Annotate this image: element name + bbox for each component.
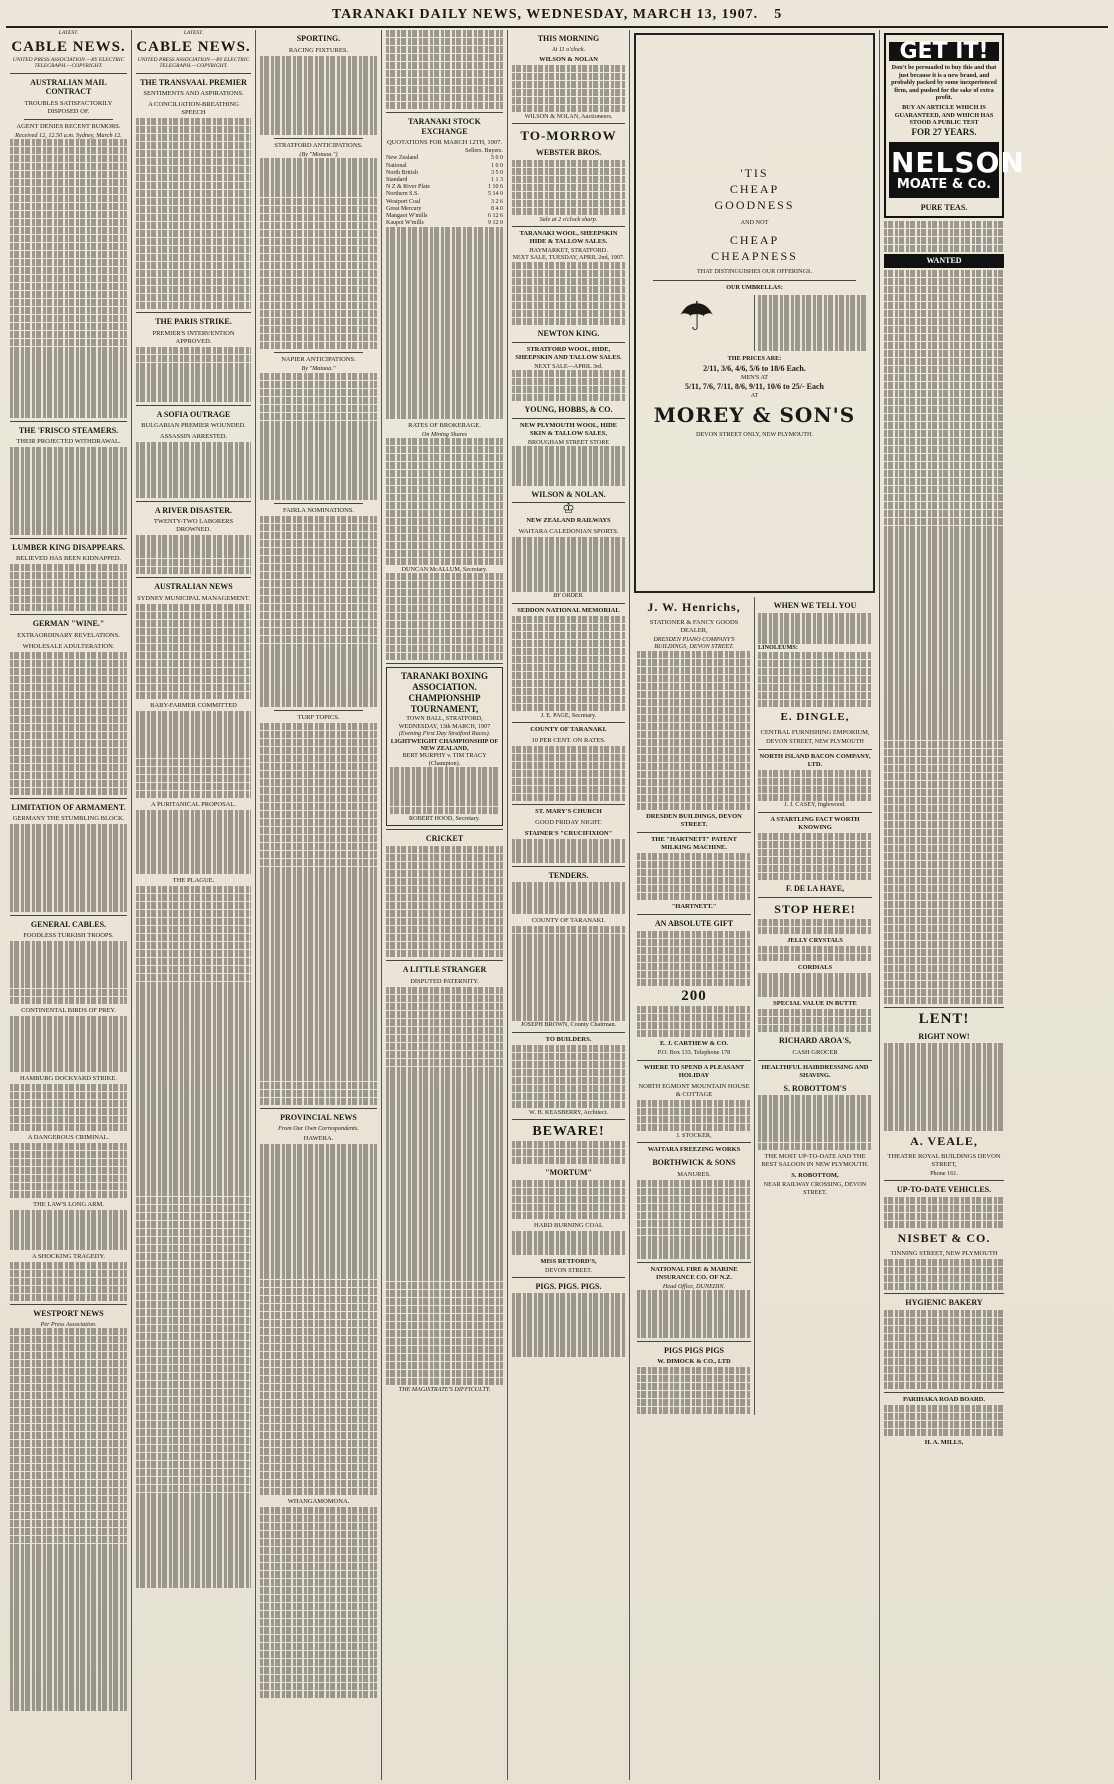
ad-title: STOP HERE! <box>774 901 856 916</box>
subheadline: EXTRAORDINARY REVELATIONS. <box>17 631 120 639</box>
column-7: GET IT! Don't be persuaded to buy this and that just because it is a new brand, and probably packed by some inexperienced firm, and pushed for the sake of extra profit. BUY AN ARTICLE WHICH IS GUARANTEED, AND WHICH HAS STOOD A PUBLIC TEST FOR 27 YEARS. NELSON MOATE & Co. PURE TEAS. WANTED LENT! RIGHT NOW! A. VEALE, THEATRE ROYAL BUILDINGS DEVON STREET, Phone 161. UP-TO-DATE VEHICLES. NISBET & CO. TINNING STREET, NEW PLYMOUTH HYGIENIC BAKERY PARIHAKA ROAD BOARD. H. A. MILLS, <box>880 30 1008 1780</box>
headline: GERMAN "WINE." <box>32 619 105 629</box>
headline: CRICKET <box>425 834 464 844</box>
ad-subtitle: CHAMPIONSHIP TOURNAMENT, <box>408 693 481 715</box>
headline: THE 'FRISCO STEAMERS. <box>18 425 119 435</box>
table-row: North British 3 5 0 <box>386 169 503 176</box>
table-col-buyers: Buyers. <box>484 148 503 155</box>
section-title: CABLE NEWS. <box>136 38 251 55</box>
ad-title: PARIHAKA ROAD BOARD. <box>902 1396 986 1404</box>
signature: DUNCAN McALLUM, Secretary. <box>401 565 488 573</box>
column-1 <box>6 30 132 1780</box>
ad-title: NEW ZEALAND RAILWAYS <box>526 516 611 524</box>
table-row: Kaupoi W'mills 9 12 0 <box>386 220 503 227</box>
crest-icon: ♔ <box>562 502 575 518</box>
table-row: Standard 1 1 3 <box>386 177 503 184</box>
ad-title: BEWARE! <box>532 1124 605 1140</box>
table-row: Westport Coal 3 2 6 <box>386 198 503 205</box>
subheadline: AGENT DENIES RECENT RUMORS. <box>16 122 121 130</box>
ad-title: TARANAKI BOXING ASSOCIATION. <box>400 671 489 693</box>
ad-title: AN ABSOLUTE GIFT <box>654 919 734 929</box>
headline: WESTPORT NEWS <box>33 1309 104 1319</box>
dateline: Per Press Association. <box>40 1320 97 1328</box>
subheadline: TROUBLES SATISFACTORILY DISPOSED OF. <box>24 99 113 115</box>
ad-title: NORTH ISLAND BACON COMPANY, LTD. <box>759 752 871 768</box>
masthead-title: TARANAKI DAILY NEWS, WEDNESDAY, MARCH 13, 1907. <box>331 7 759 22</box>
nelson-moate-advert: GET IT! Don't be persuaded to buy this and that just because it is a new brand, and probably packed by some inexperienced firm, and pushed for the sake of extra profit. BUY AN ARTICLE WHICH IS GUARANTEED, AND WHICH HAS STOOD A PUBLIC TEST FOR 27 YEARS. NELSON MOATE & Co. PURE TEAS. <box>884 33 1004 218</box>
ad-title: NEW PLYMOUTH WOOL, HIDE SKIN & TALLOW SALES, <box>519 421 618 437</box>
subheadline: THE MAGISTRATE'S DIFFICULTY. <box>398 1385 491 1393</box>
subheadline: BELIEVED HAS BEEN KIDNAPPED. <box>15 555 122 562</box>
column-6: 'TIS CHEAP GOODNESS AND NOT CHEAP CHEAPNESS THAT DISTINGUISHES OUR OFFERINGS. OUR UMBRELLAS: ☂ THE PRICES ARE: 2/11, 3/6, 4/6, 5/6 to 18/6 Each. MEN'S AT 5/11, 7/6, 7/11, 8/6, 9/11, 10/6 to 25/- Each AT MOREY & SON'S DEVON STREET ONLY, NEW PLYMOUTH. J. W. Henrichs, STATIONER & FANCY GOODS DEALER, DRESDEN PIANO COMPANY'S BUILDINGS, DEVON STREET. DRESDEN BUILDINGS, DEVON STREET. THE "HARTNETT" PATENT MILKING MACHINE. "HARTNETT." AN ABSOLUTE GIFT 200 E. J. CARTHEW & CO. P.O. Box 133. Telephone 178 WHERE TO SPEND A PLEASANT HOLIDAY NORTH EGMONT MOUNTAIN HOUSE & COTTAGE J. STOCKER, WAITARA FREEZING WORKS BORTHWICK & SONS MANURES. NATIONAL FIRE & MARINE INSURANCE CO. OF N.Z. Head Office, DUNEDIN. PIGS PIGS PIGS W. DIMOCK & CO., LTD WHEN WE TELL YOU LINOLEUMS: E. DINGLE, CENTRAL FURNISHING EMPORIUM, DEVON STREET, NEW PLYMOUTH NORTH ISLAND BACON COMPANY, LTD. J. J. CASEY, Inglewood. A STARTLING FACT WORTH KNOWING F. DE LA HAYE, STOP HERE! JELLY CRYSTALS CORDIALS SPECIAL VALUE IN BUTTE RICHARD AROA'S, CASH GROCER HEALTHFUL HAIRDRESSING AND SHAVING. S. ROBOTTOM'S THE MOST UP-TO-DATE AND THE BEST SALOON IN NEW PLYMOUTH. S. ROBOTTOM, NEAR RAILWAY CROSSING, DEVON STREET. <box>630 30 880 1780</box>
subheadline: BULGARIAN PREMIER WOUNDED. <box>141 422 246 430</box>
section-title: CABLE NEWS. <box>11 38 126 55</box>
headline: TARANAKI STOCK EXCHANGE <box>408 117 481 136</box>
kicker: LATEST. <box>183 30 204 36</box>
table-row: Northern S.S. 5 14 0 <box>386 191 503 198</box>
byline: From Our Own Correspondents. <box>278 1124 359 1132</box>
column-5: THIS MORNING At 11 o'clock. WILSON & NOLAN WILSON & NOLAN, Auctioneers. TO-MORROW WEBSTER BROS. Sale at 2 o'clock sharp. TARANAKI WOOL, SHEEPSKIN HIDE & TALLOW SALES. HAYMARKET, STRATFORD. NEXT SALE, TUESDAY, APRIL 2nd, 1907. NEWTON KING. STRATFORD WOOL, HIDE, SHEEPSKIN AND TALLOW SALES. NEXT SALE—APRIL 3rd. YOUNG, HOBBS, & CO. NEW PLYMOUTH WOOL, HIDE SKIN & TALLOW SALES, BROUGHAM STREET STORE WILSON & NOLAN. ♔ NEW ZEALAND RAILWAYS WAITARA CALEDONIAN SPORTS. BY ORDER. SEDDON NATIONAL MEMORIAL J. E. PAGE, Secretary. COUNTY OF TARANAKI. 10 PER CENT. ON RATES. ST. MARY'S CHURCH GOOD FRIDAY NIGHT. STAINER'S "CRUCIFIXION" TENDERS. COUNTY OF TARANAKI. JOSEPH BROWN, County Chairman. TO BUILDERS. W. H. KEASBERRY, Architect. BEWARE! "MORTUM" HARD BURNING COAL MISS RETFORD'S, DEVON STREET. PIGS. PIGS. PIGS. <box>508 30 630 1780</box>
subheadline: A CONCILIATION-BREATHING SPEECH <box>148 101 239 116</box>
boxing-advert: TARANAKI BOXING ASSOCIATION. CHAMPIONSHIP TOURNAMENT, TOWN HALL, STRATFORD, WEDNESDAY, 13th MARCH, 1907 (Evening First Day Stratford Races). LIGHTWEIGHT CHAMPIONSHIP OF NEW ZEALAND, BERT MURPHY v. TIM TRACY (Champion). ROBERT HOOD, Secretary. <box>386 667 503 826</box>
subheadline: NAPIER ANTICIPATIONS. <box>281 356 356 364</box>
subheadline: THE PLAGUE. <box>172 876 215 884</box>
subheadline: THE LAW'S LONG ARM. <box>33 1201 104 1209</box>
subheadline: STRATFORD ANTICIPATIONS. <box>274 141 363 149</box>
headline: AUSTRALIAN MAIL CONTRACT <box>30 77 107 96</box>
ad-title: HEALTHFUL HAIRDRESSING AND SHAVING. <box>761 1063 869 1079</box>
subheadline: WHOLESALE ADULTERATION. <box>22 642 115 650</box>
page-number: 5 <box>774 7 783 22</box>
subheadline: A SHOCKING TRAGEDY. <box>32 1252 105 1260</box>
headline: THE PARIS STRIKE. <box>155 317 232 327</box>
morey-sons-logo: MOREY & SON'S <box>653 403 856 428</box>
umbrella-icon: ☂ <box>678 294 715 340</box>
subheadline: ASSASSIN ARRESTED. <box>159 433 228 441</box>
headline: GENERAL CABLES. <box>30 919 107 929</box>
headline: A LITTLE STRANGER <box>402 965 487 975</box>
ad-title: TARANAKI WOOL, SHEEPSKIN HIDE & TALLOW SALES. <box>519 230 618 246</box>
ad-title: HYGIENIC BAKERY <box>905 1298 983 1308</box>
ad-title: THIS MORNING <box>537 34 600 43</box>
subheadline: HAMBURG DOCKYARD STRIKE. <box>20 1074 117 1082</box>
ad-title: LENT! <box>918 1010 970 1027</box>
kicker: LATEST. <box>58 30 79 36</box>
ad-title: TO-MORROW <box>520 128 617 144</box>
headline: THE TRANSVAAL PREMIER <box>140 77 247 87</box>
subheadline: THEIR PROJECTED WITHDRAWAL. <box>16 438 121 446</box>
masthead <box>6 4 1108 28</box>
ad-title: WAITARA FREEZING WORKS <box>647 1146 741 1154</box>
byline: (By "Motuoa.") <box>299 150 338 158</box>
subheadline: TWENTY-TWO LABORERS DROWNED. <box>153 518 234 534</box>
headline: A RIVER DISASTER. <box>154 505 233 515</box>
ad-title: PIGS. PIGS. PIGS. <box>535 1281 602 1291</box>
ad-title: ST. MARY'S CHURCH <box>535 808 602 816</box>
column-4 <box>382 30 508 1780</box>
subheadline: DISPUTED PATERNITY. <box>410 977 479 985</box>
subheadline: A PURITANICAL PROPOSAL. <box>150 801 236 809</box>
dateline: Received 12, 12.50 a.m. Sydney, March 12. <box>15 131 122 139</box>
table-row: Mangaoi W'mills 6 12 6 <box>386 213 503 220</box>
table-header <box>386 148 503 155</box>
headline: LIMITATION OF ARMAMENT. <box>11 802 126 812</box>
subheadline: GERMANY THE STUMBLING BLOCK. <box>12 815 125 823</box>
section-subtitle: UNITED PRESS ASSOCIATION.—BY ELECTRIC TELEGRAPH.—COPYRIGHT. <box>137 56 250 69</box>
subheadline: WHANGAMOMONA. <box>287 1498 350 1506</box>
headline: PROVINCIAL NEWS <box>280 1113 357 1123</box>
columns <box>6 30 1108 1780</box>
table-row: N Z & River Plate 1 10 6 <box>386 184 503 191</box>
ad-title: TENDERS. <box>548 870 589 880</box>
subheadline: RACING FIXTURES. <box>288 46 349 54</box>
ad-title: WHEN WE TELL YOU <box>773 601 857 610</box>
section-subtitle: UNITED PRESS ASSOCIATION.—BY ELECTRIC TELEGRAPH.—COPYRIGHT. <box>12 56 125 69</box>
headline: LUMBER KING DISAPPEARS. <box>12 542 125 552</box>
table-col-sellers: Sellers. <box>465 148 483 155</box>
headline: A SOFIA OUTRAGE <box>156 409 231 419</box>
ad-title: WHERE TO SPEND A PLEASANT HOLIDAY <box>643 1063 745 1079</box>
headline: SPORTING. <box>296 34 341 43</box>
nelson-moate-logo: NELSON MOATE & Co. <box>889 142 999 198</box>
subheadline: QUOTATIONS FOR MARCH 12TH, 1907. <box>386 139 503 147</box>
subheadline: CONTINENTAL BIRDS OF PREY. <box>21 1007 116 1015</box>
column-2 <box>132 30 256 1780</box>
ad-title: SEDDON NATIONAL MEMORIAL <box>517 606 620 614</box>
ad-title: NATIONAL FIRE & MARINE INSURANCE CO. OF N.Z. <box>650 1265 738 1281</box>
table-row: New Zealand 5 0 0 <box>386 155 503 162</box>
subheadline: BABY-FARMER COMMITTED <box>150 702 237 710</box>
headline: AUSTRALIAN NEWS <box>154 582 233 592</box>
ad-title: A STARTLING FACT WORTH KNOWING <box>770 815 860 831</box>
column-3 <box>256 30 382 1780</box>
ad-title: TO BUILDERS. <box>545 1035 592 1043</box>
ad-title: THE "HARTNETT" PATENT MILKING MACHINE. <box>651 835 737 851</box>
ad-title: COUNTY OF TARANAKI. <box>530 726 607 734</box>
table-row: National 1 0 0 <box>386 162 503 169</box>
subheadline: TURF TOPICS. <box>297 713 340 721</box>
table-row: Great Mercury 8 4 0 <box>386 205 503 212</box>
subheadline: FOODLESS TURKISH TROOPS. <box>23 932 114 940</box>
subheadline: FAIRLA NOMINATIONS. <box>282 506 355 514</box>
subheadline: SENTIMENTS AND ASPIRATIONS. <box>143 90 244 97</box>
subheadline: RATES OF BROKERAGE. <box>408 421 481 429</box>
subheadline: HAWERA. <box>303 1135 334 1143</box>
cheap-goodness-advert: 'TIS CHEAP GOODNESS AND NOT CHEAP CHEAPNESS THAT DISTINGUISHES OUR OFFERINGS. OUR UMBRELLAS: ☂ THE PRICES ARE: 2/11, 3/6, 4/6, 5/6 to 18/6 Each. MEN'S AT 5/11, 7/6, 7/11, 8/6, 9/11, 10/6 to 25/- Each AT MOREY & SON'S DEVON STREET ONLY, NEW PLYMOUTH. <box>634 33 875 593</box>
ad-title: PIGS PIGS PIGS <box>663 1345 724 1355</box>
ad-title: STRATFORD WOOL, HIDE, SHEEPSKIN AND TALLOW SALES. <box>515 345 622 361</box>
byline: By "Matuoa." <box>301 365 336 373</box>
subheadline: SYDNEY MUNICIPAL MANAGEMENT. <box>137 594 250 602</box>
ad-title: J. W. Henrichs, <box>647 600 741 614</box>
ad-title: UP-TO-DATE VEHICLES. <box>896 1185 992 1195</box>
subheadline: On Mining Shares <box>421 430 468 438</box>
subheadline: PREMIER'S INTERVENTION APPROVED. <box>152 329 235 345</box>
get-it-banner: GET IT! <box>889 42 999 61</box>
subheadline: A DANGEROUS CRIMINAL. <box>27 1134 110 1142</box>
